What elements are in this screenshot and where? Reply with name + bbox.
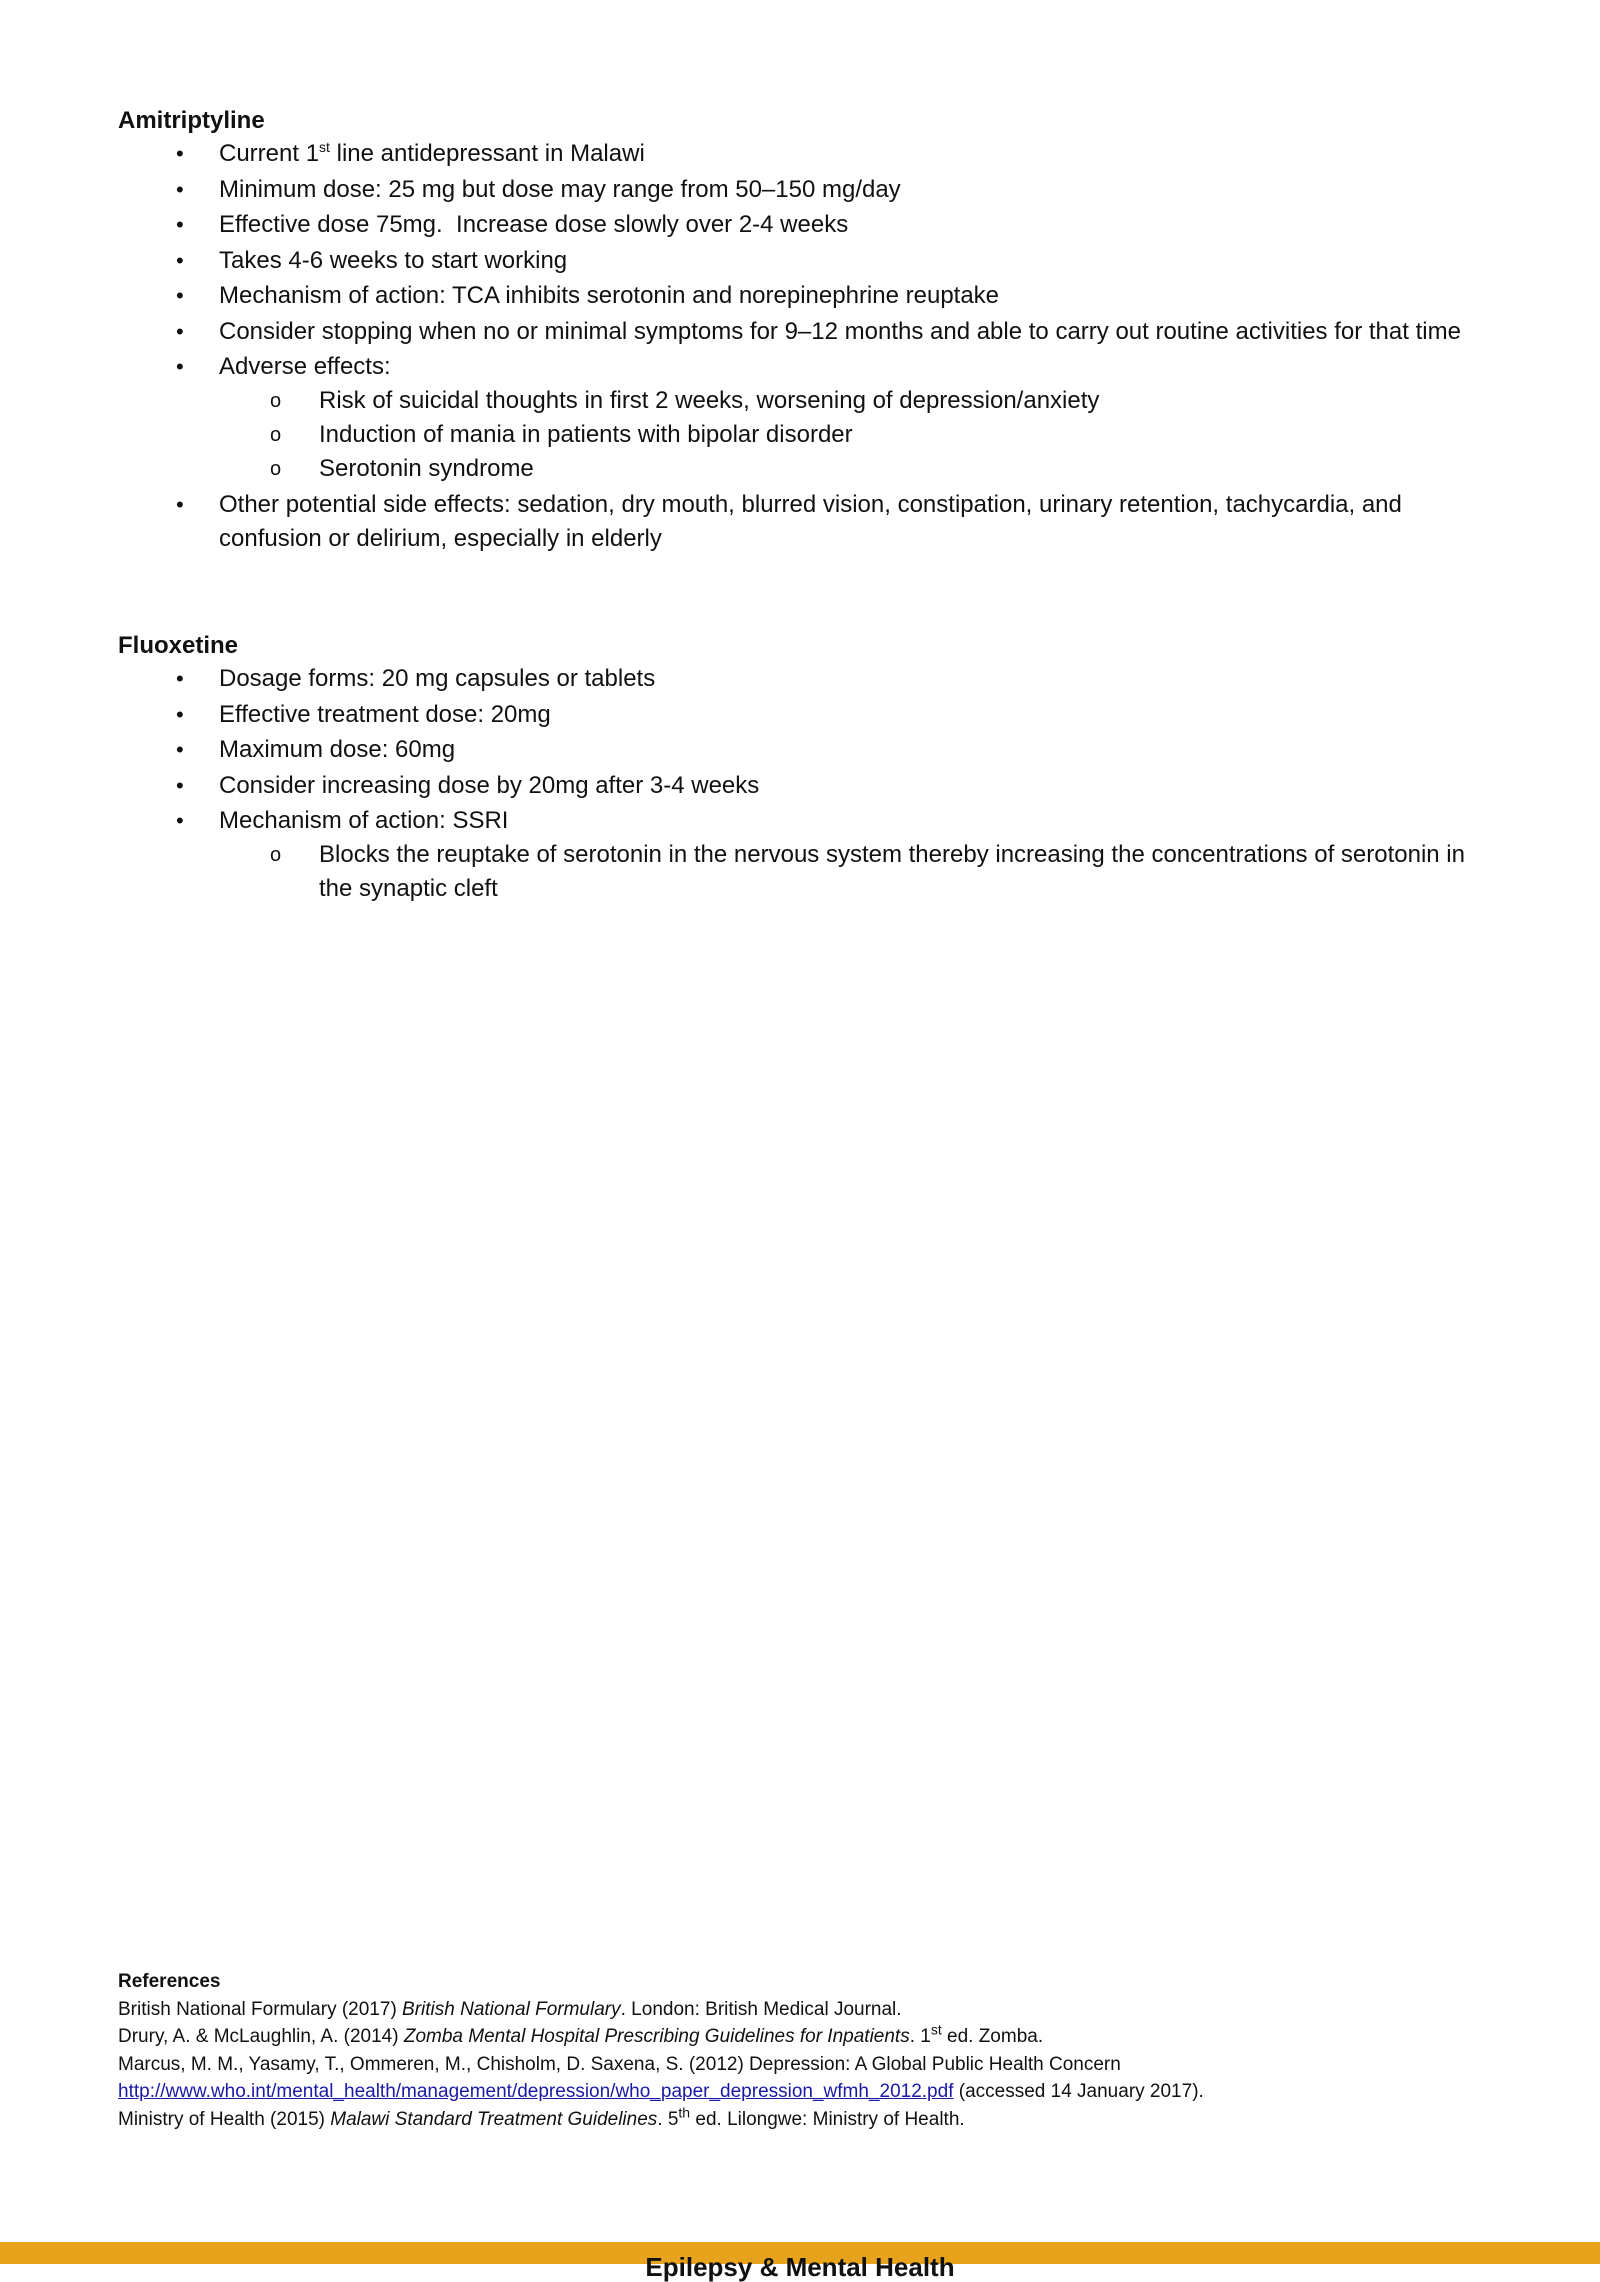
- list-item-text: Consider stopping when no or minimal symptoms for 9–12 months and able to carry out routine activities for that time: [219, 317, 1461, 345]
- list-item-text: Mechanism of action: TCA inhibits serotonin and norepinephrine reuptake: [219, 282, 1000, 309]
- sub-list-item: [118, 452, 1478, 486]
- sub-list-item: [118, 418, 1478, 452]
- circle-bullet-icon: o: [270, 390, 282, 412]
- bullet-icon: •: [176, 737, 184, 762]
- reference-text: . 1: [909, 2026, 931, 2047]
- list-item-text: Consider increasing dose by 20mg after 3-4 weeks: [219, 771, 760, 799]
- list-item: [118, 662, 1478, 696]
- sub-list-item: [118, 838, 1478, 906]
- list-item-text: Effective dose 75mg. Increase dose slowly over 2-4 weeks: [219, 211, 849, 238]
- reference-title: British National Formulary: [402, 1998, 621, 2020]
- list-item: [118, 698, 1478, 732]
- mechanism-sublist: [118, 838, 1478, 906]
- bullet-icon: •: [176, 666, 184, 691]
- list-item-text: Minimum dose: 25 mg but dose may range from 50–150 mg/day: [219, 175, 901, 203]
- list-item: [118, 488, 1478, 556]
- bullet-icon: •: [176, 491, 184, 517]
- reference-item: [118, 2078, 1518, 2106]
- reference-text: . London: British Medical Journal.: [620, 1998, 902, 2020]
- reference-item: [118, 2106, 1518, 2134]
- bullet-icon: •: [176, 701, 184, 727]
- amitriptyline-heading: Amitriptyline: [118, 107, 265, 134]
- references-heading: References: [118, 1971, 221, 1992]
- sub-list-item-text: Blocks the reuptake of serotonin in the nervous system thereby increasing the concentrations of serotonin in the synaptic cleft: [319, 841, 1465, 902]
- list-item: [118, 279, 1478, 313]
- reference-text: ed. Lilongwe: Ministry of Health.: [690, 2108, 965, 2130]
- sub-list-item-text: Induction of mania in patients with bipolar disorder: [319, 421, 853, 448]
- amitriptyline-list: [118, 137, 1478, 556]
- reference-item: [118, 2051, 1518, 2079]
- fluoxetine-section: [118, 630, 1478, 908]
- reference-title: Malawi Standard Treatment Guidelines: [330, 2108, 658, 2130]
- sub-list-item: [118, 384, 1478, 418]
- list-item-text: Mechanism of action: SSRI: [219, 807, 509, 834]
- list-item-text: Takes 4-6 weeks to start working: [219, 246, 568, 274]
- bullet-icon: •: [176, 141, 184, 166]
- list-item: [118, 315, 1478, 349]
- bullet-icon: •: [176, 772, 184, 798]
- superscript: th: [678, 2104, 691, 2121]
- list-item: [118, 208, 1478, 242]
- reference-text: Marcus, M. M., Yasamy, T., Ommeren, M., Chisholm, D. Saxena, S. (2012) Depression: A Global Public Health Concern: [118, 2053, 1121, 2075]
- list-item-text: Effective treatment dose: 20mg: [219, 700, 551, 728]
- list-item: [118, 733, 1478, 767]
- list-item: [118, 769, 1478, 803]
- list-item-text: Current 1: [219, 140, 320, 167]
- list-item: [118, 804, 1478, 906]
- reference-text: Ministry of Health (2015): [118, 2108, 331, 2130]
- bullet-icon: •: [176, 212, 184, 237]
- circle-bullet-icon: o: [270, 424, 282, 446]
- adverse-effects-sublist: [118, 384, 1478, 486]
- superscript: st: [930, 2021, 942, 2038]
- footer-bar: [0, 2242, 1600, 2282]
- reference-item: [118, 1996, 1518, 2024]
- reference-item: [118, 2023, 1518, 2051]
- list-item-text: line antidepressant in Malawi: [329, 140, 645, 167]
- reference-text: British National Formulary (2017): [118, 1998, 403, 2020]
- bullet-icon: •: [176, 808, 184, 833]
- reference-text: ed. Zomba.: [941, 2026, 1044, 2047]
- fluoxetine-heading: Fluoxetine: [118, 632, 239, 659]
- reference-link[interactable]: http://www.who.int/mental_health/management/depression/who_paper_depression_wfmh_2012.pdf: [118, 2081, 954, 2102]
- list-item: [118, 137, 1478, 171]
- list-item-text: Dosage forms: 20 mg capsules or tablets: [219, 665, 656, 692]
- list-item-text: Maximum dose: 60mg: [219, 736, 456, 763]
- bullet-icon: •: [176, 318, 184, 344]
- bullet-icon: •: [176, 247, 184, 273]
- bullet-icon: •: [176, 354, 184, 379]
- circle-bullet-icon: o: [270, 458, 282, 480]
- reference-text: Drury, A. & McLaughlin, A. (2014): [118, 2026, 404, 2047]
- bullet-icon: •: [176, 283, 184, 308]
- reference-title: Zomba Mental Hospital Prescribing Guidelines for Inpatients: [403, 2026, 910, 2047]
- fluoxetine-list: [118, 662, 1478, 906]
- list-item-text: Other potential side effects: sedation, dry mouth, blurred vision, constipation, urinary retention, tachycardia, and confusion or delirium, especially in elderly: [219, 490, 1402, 552]
- sub-list-item-text: Serotonin syndrome: [319, 455, 534, 482]
- reference-text: (accessed 14 January 2017).: [953, 2081, 1204, 2102]
- bullet-icon: •: [176, 176, 184, 202]
- references-block: [118, 1968, 1518, 2133]
- reference-text: . 5: [657, 2108, 679, 2130]
- sub-list-item-text: Risk of suicidal thoughts in first 2 weeks, worsening of depression/anxiety: [319, 387, 1100, 414]
- footer-title: Epilepsy & Mental Health: [645, 2252, 955, 2282]
- list-item: [118, 350, 1478, 486]
- list-item: [118, 244, 1478, 278]
- superscript: st: [319, 139, 330, 155]
- circle-bullet-icon: o: [270, 844, 282, 866]
- amitriptyline-section: [118, 105, 1478, 557]
- list-item-text: Adverse effects:: [219, 353, 391, 380]
- list-item: [118, 173, 1478, 207]
